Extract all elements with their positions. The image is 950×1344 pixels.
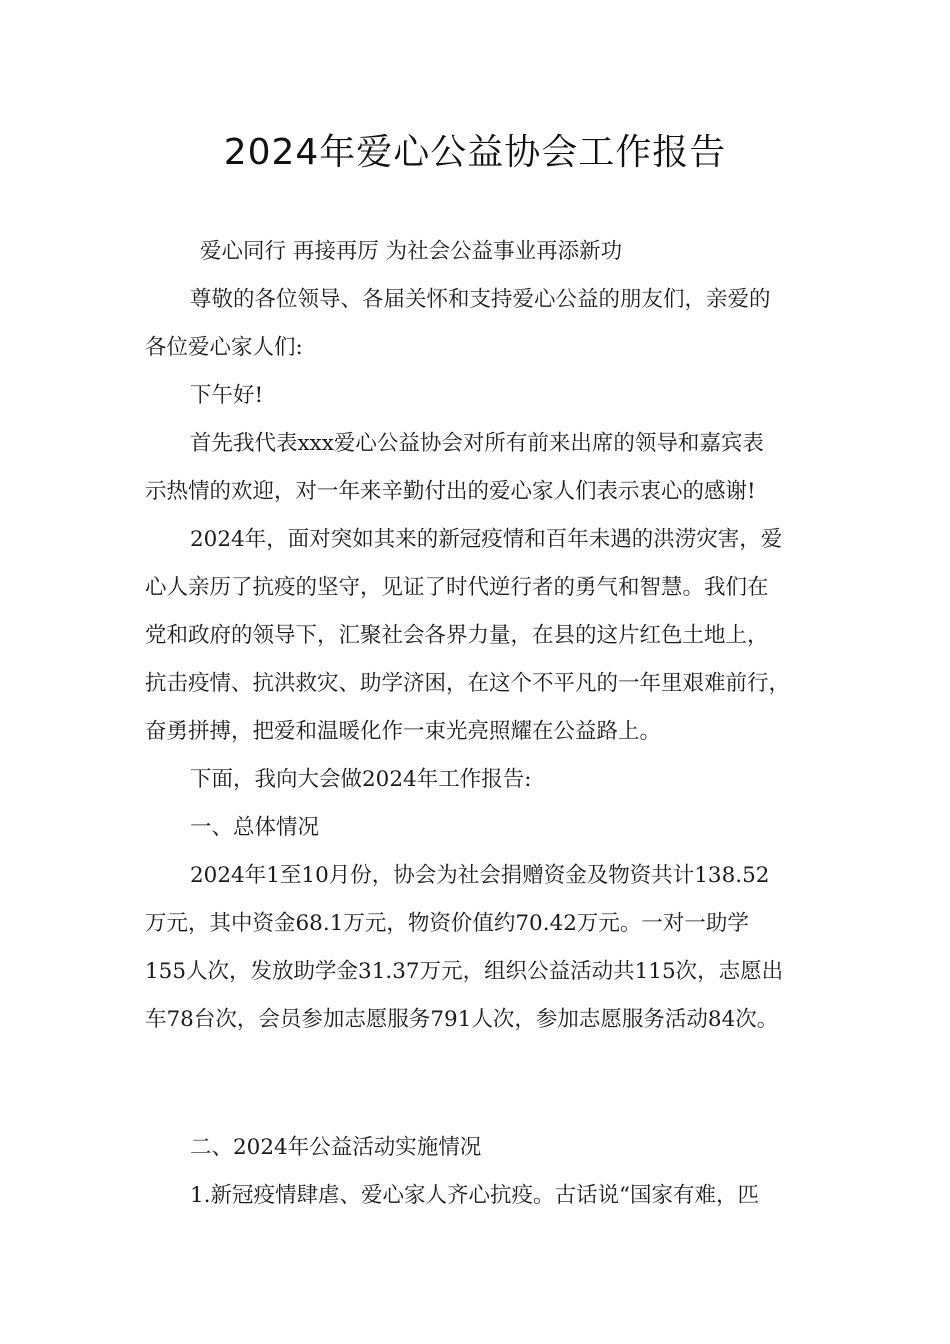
document-body-bottom <box>145 1124 825 1220</box>
section-heading: 二、2024年公益活动实施情况 <box>190 1135 482 1160</box>
paragraph-line: 首先我代表xxx爱心公益协会对所有前来出席的领导和嘉宾表 <box>190 431 764 456</box>
paragraph-line: 2024年，面对突如其来的新冠疫情和百年未遇的洪涝灾害，爱 <box>190 527 783 552</box>
paragraph-line: 心人亲历了抗疫的坚守，见证了时代逆行者的勇气和智慧。我们在 <box>145 575 769 600</box>
document-body-top <box>145 228 825 1044</box>
paragraph-line: 奋勇拼搏，把爱和温暖化作一束光亮照耀在公益路上。 <box>145 719 662 744</box>
document-title: 2024年爱心公益协会工作报告 <box>223 132 727 173</box>
paragraph-line: 车78台次，会员参加志愿服务791人次，参加志愿服务活动84次。 <box>145 1007 779 1032</box>
paragraph-line: 抗击疫情、抗洪救灾、助学济困，在这个不平凡的一年里艰难前行， <box>145 671 791 696</box>
paragraph-line: 1.新冠疫情肆虐、爱心家人齐心抗疫。古话说“国家有难，匹 <box>190 1183 760 1208</box>
paragraph-line: 2024年1至10月份，协会为社会捐赠资金及物资共计138.52 <box>190 863 770 888</box>
paragraph-line: 155人次，发放助学金31.37万元，组织公益活动共115次，志愿出 <box>145 959 784 984</box>
paragraph-line: 各位爱心家人们: <box>145 335 303 360</box>
paragraph-line: 党和政府的领导下，汇聚社会各界力量，在县的这片红色土地上， <box>145 623 769 648</box>
paragraph-line: 下午好! <box>190 383 264 408</box>
paragraph-line: 万元，其中资金68.1万元，物资价值约70.42万元。一对一助学 <box>145 911 749 936</box>
section-heading: 一、总体情况 <box>190 815 320 840</box>
paragraph-line: 示热情的欢迎，对一年来辛勤付出的爱心家人们表示衷心的感谢! <box>145 479 756 504</box>
paragraph-line: 下面，我向大会做2024年工作报告: <box>190 767 532 792</box>
subtitle-line: 爱心同行 再接再厉 为社会公益事业再添新功 <box>200 239 623 264</box>
paragraph-line: 尊敬的各位领导、各届关怀和支持爱心公益的朋友们，亲爱的 <box>190 287 771 312</box>
